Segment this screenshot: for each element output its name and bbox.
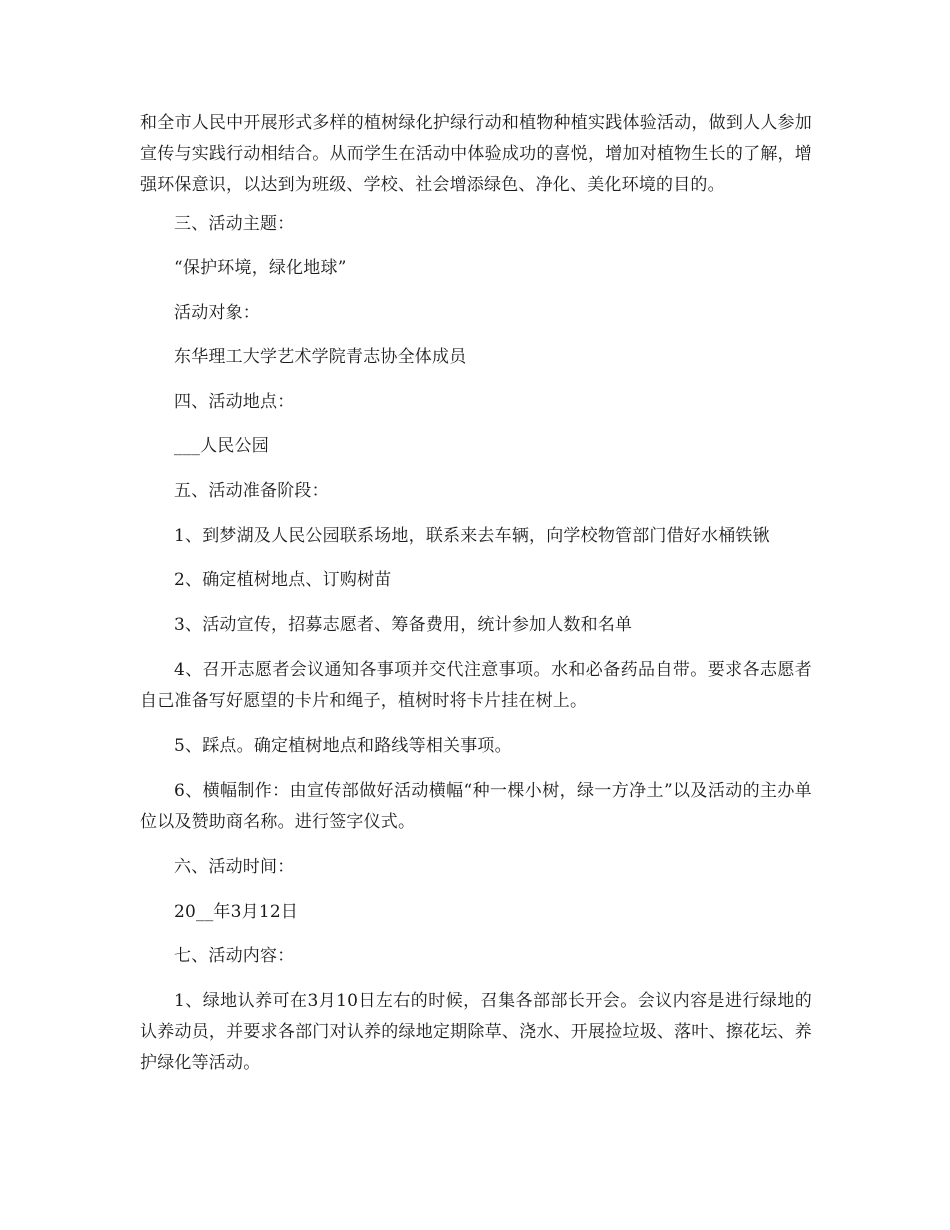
list-item-content-1: 1、绿地认养可在3月10日左右的时候，召集各部部长开会。会议内容是进行绿地的认养动员，并要求各部门对认养的绿地定期除草、浇水、开展捡垃圾、落叶、擦花坛、养护绿化等活动。	[140, 991, 812, 1073]
paragraph-target-members: 东华理工大学艺术学院青志协全体成员	[174, 347, 467, 367]
paragraph-location: ___人民公园	[174, 436, 269, 456]
heading-activity-location: 四、活动地点：	[174, 392, 295, 412]
heading-activity-time: 六、活动时间：	[174, 857, 295, 877]
heading-activity-theme: 三、活动主题：	[174, 214, 295, 234]
list-item-preparation-2: 2、确定植树地点、订购树苗	[174, 570, 392, 590]
list-item-preparation-1: 1、到梦湖及人民公园联系场地，联系来去车辆，向学校物管部门借好水桶铁锹	[174, 526, 770, 546]
list-item-preparation-5: 5、踩点。确定植树地点和路线等相关事项。	[174, 736, 512, 756]
list-item-preparation-4: 4、召开志愿者会议通知各事项并交代注意事项。水和必备药品自带。要求各志愿者自己准备写好愿望的卡片和绳子，植树时将卡片挂在树上。	[140, 660, 812, 711]
list-item-preparation-6: 6、横幅制作：由宣传部做好活动横幅“种一棵小树，绿一方净土”以及活动的主办单位以及赞助商名称。进行签字仪式。	[140, 781, 812, 832]
heading-activity-content: 七、活动内容：	[174, 946, 295, 966]
paragraph-activity-date: 20__年3月12日	[174, 902, 299, 922]
list-item-preparation-3: 3、活动宣传，招募志愿者、筹备费用，统计参加人数和名单	[174, 615, 633, 635]
heading-activity-target: 活动对象：	[174, 303, 260, 323]
paragraph-intro-continued: 和全市人民中开展形式多样的植树绿化护绿行动和植物种植实践体验活动，做到人人参加宣传与实践行动相结合。从而学生在活动中体验成功的喜悦，增加对植物生长的了解，增强环保意识，以达到为班级、学校、社会增添绿色、净化、美化环境的目的。	[140, 113, 812, 195]
heading-preparation: 五、活动准备阶段：	[174, 481, 329, 501]
paragraph-theme-slogan: “保护环境，绿化地球”	[174, 258, 347, 278]
